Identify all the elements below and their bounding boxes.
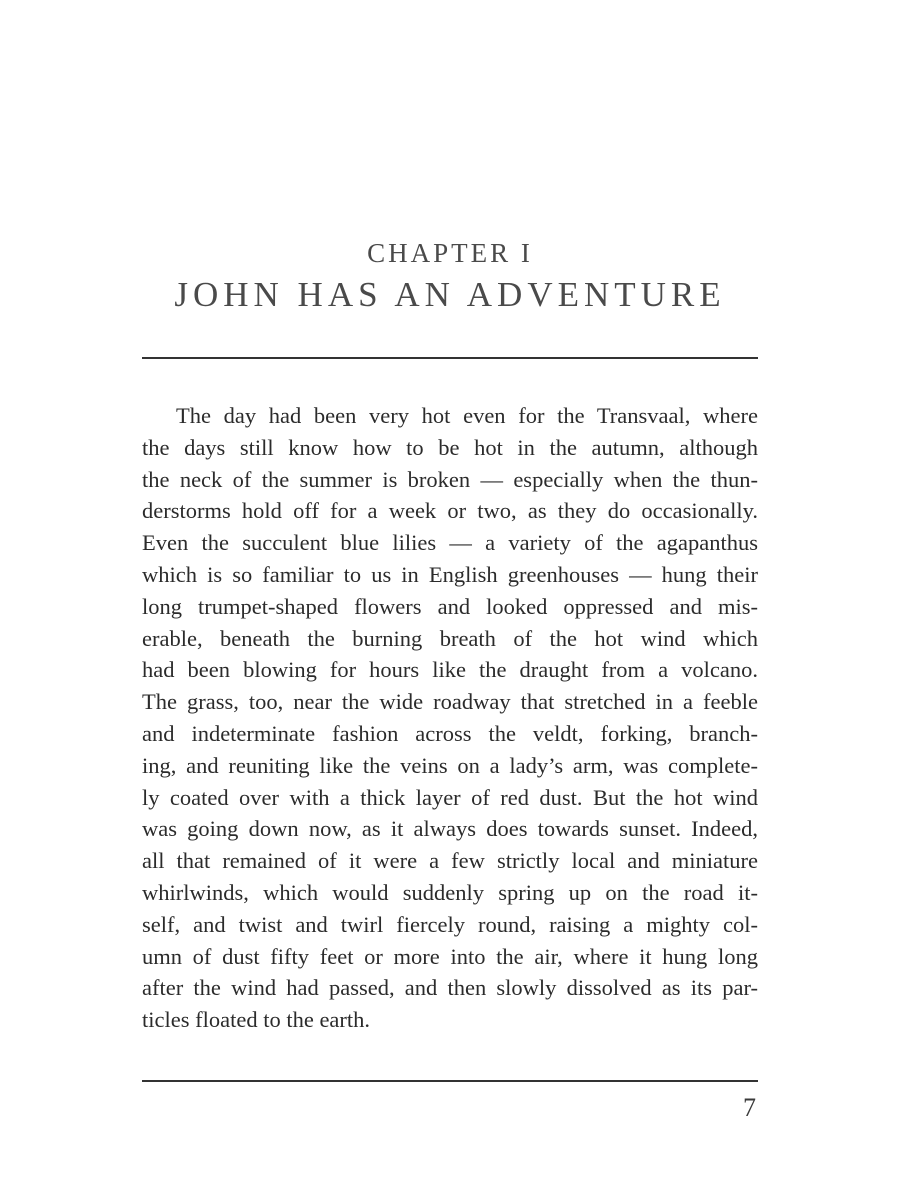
text-line: ing, and reuniting like the veins on a lady’s arm, was complete-: [142, 752, 758, 778]
text-line: ly coated over with a thick layer of red dust. But the hot wind: [142, 784, 758, 810]
text-line: after the wind had passed, and then slowly dissolved as its par-: [142, 975, 758, 1001]
text-line: which is so familiar to us in English greenhouses — hung their: [142, 561, 758, 587]
text-line: long trumpet-shaped flowers and looked oppressed and mis-: [142, 593, 758, 619]
text-line: was going down now, as it always does towards sunset. Indeed,: [142, 816, 758, 842]
text-line: the days still know how to be hot in the autumn, although: [142, 434, 758, 460]
text-line: Even the succulent blue lilies — a variety of the agapanthus: [142, 530, 758, 556]
page-number: 7: [743, 1093, 756, 1122]
text-line: all that remained of it were a few strictly local and miniature: [142, 848, 758, 874]
text-line: erable, beneath the burning breath of the hot wind which: [142, 625, 758, 651]
text-line: had been blowing for hours like the draught from a volcano.: [142, 657, 758, 683]
text-line: The grass, too, near the wide roadway that stretched in a feeble: [142, 689, 758, 715]
text-line: umn of dust fifty feet or more into the air, where it hung long: [142, 943, 758, 969]
text-line: The day had been very hot even for the Transvaal, where: [176, 403, 758, 428]
chapter-title: JOHN HAS AN ADVENTURE: [174, 275, 726, 314]
text-line: and indeterminate fashion across the veldt, forking, branch-: [142, 720, 758, 746]
text-line: whirlwinds, which would suddenly spring up on the road it-: [142, 879, 758, 905]
text-line: self, and twist and twirl fiercely round, raising a mighty col-: [142, 911, 758, 937]
chapter-label: CHAPTER I: [367, 238, 533, 268]
text-line: ticles floated to the earth.: [142, 1007, 371, 1033]
text-line: derstorms hold off for a week or two, as they do occasionally.: [142, 498, 758, 524]
bottom-rule: [142, 1080, 758, 1082]
top-rule: [142, 357, 758, 359]
text-line: the neck of the summer is broken — especially when the thun-: [142, 466, 758, 492]
body-paragraph: [142, 400, 758, 1036]
